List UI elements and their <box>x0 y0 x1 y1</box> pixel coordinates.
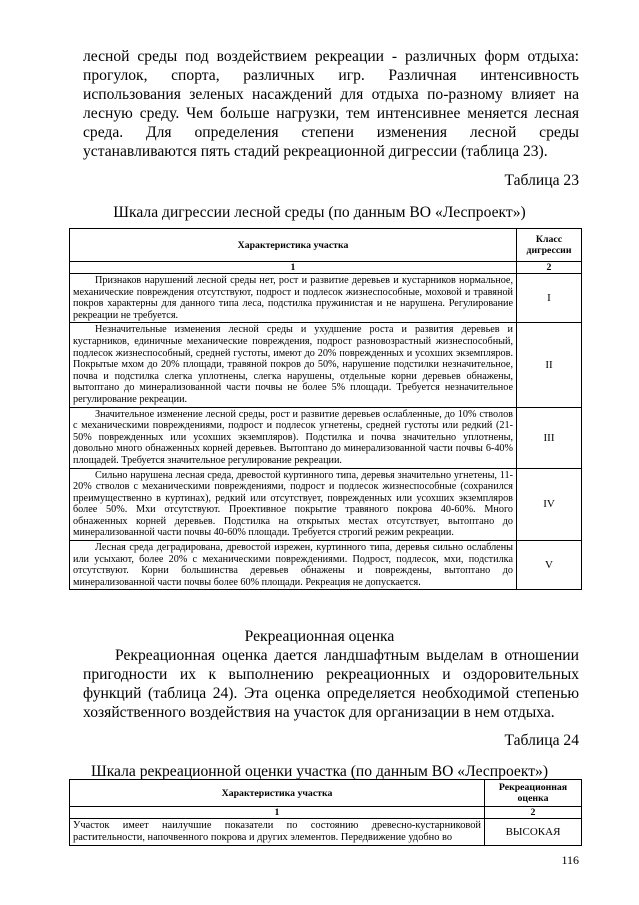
table-row <box>70 819 582 846</box>
column-number-row <box>70 807 582 819</box>
row-description: Лесная среда деградирована, древостой изрежен, куртинного типа, деревья сильно ослаблены или усыхают, более 20% с механическими повреждениями. Подрост, подлесок, мхи, подстилка отсутствуют. Корни большинства деревьев обнажены и повреждены, вытоптано до минерализованной части почвы более 60% площади. Рекреация не допускается. <box>70 541 517 590</box>
table-23 <box>69 228 582 590</box>
table-23-title: Шкала дигрессии лесной среды (по данным ВО «Леспроект») <box>113 204 526 221</box>
row-class: II <box>517 323 582 407</box>
row-description: Участок имеет наилучшие показатели по состоянию древесно-кустарниковой растительности, напочвенного покрова и других элементов. Передвижение удобно во <box>70 819 485 846</box>
section-heading: Рекреационная оценка <box>244 628 395 645</box>
table-header-row <box>70 229 582 262</box>
table-row <box>70 323 582 407</box>
column-header: Характеристика участка <box>70 229 517 262</box>
table-row <box>70 541 582 590</box>
row-class: IV <box>517 468 582 541</box>
row-class: I <box>517 274 582 323</box>
row-class: III <box>517 407 582 468</box>
row-description: Признаков нарушений лесной среды нет, рост и развитие деревьев и кустарников нормальное, механические повреждения отсутствуют, подрост и подлесок жизнеспособные, моховой и травяной покров характерны для данного типа леса, подстилка пружинистая и не нарушена. Регулирование рекреации не требуется. <box>70 274 517 323</box>
table-24-title: Шкала рекреационной оценки участка (по данным ВО «Леспроект») <box>90 763 549 780</box>
section-paragraph: Рекреационная оценка дается ландшафтным выделам в отношении пригодности их к выполнению рекреационных и оздоровительных функций (таблица 24). Эта оценка определяется необходимой степенью хозяйственного воздействия на участок для организации в нем отдыха. <box>83 647 579 721</box>
row-description: Незначительные изменения лесной среды и ухудшение роста и развития деревьев и кустарников, единичные механические повреждения, подрост разновозрастный жизнеспособный, подлесок жизнеспособный, средней густоты, имеют до 20% поврежденных и усохших экземпляров. Покрытые мхом до 20% площади, травяной покров до 50%, нарушение подстилки незначительное, почва и подстилка слегка уплотнены, слегка нарушены, отдельные корни деревьев обнажены, вытоптано до минерализованной части почвы не более 5% площади. Требуется незначительное регулирование рекреации. <box>70 323 517 407</box>
column-header: Рекреационная оценка <box>485 780 582 807</box>
table-24-caption: Таблица 24 <box>504 732 579 749</box>
table-row <box>70 407 582 468</box>
table-row <box>70 468 582 541</box>
row-rating: ВЫСОКАЯ <box>485 819 582 846</box>
column-number: 2 <box>485 807 582 819</box>
table-row <box>70 274 582 323</box>
table-24 <box>69 779 582 846</box>
intro-paragraph: лесной среды под воздействием рекреации - различных форм отдыха: прогулок, спорта, различных игр. Различная интенсивность использования зеленых насаждений для отдыха по-разному влияет на лесную среду. Чем больше нагрузки, тем интенсивнее меняется лесная среда. Для определения степени изменения лесной среды устанавливаются пять стадий рекреационной дигрессии (таблица 23). <box>83 48 579 160</box>
column-number: 1 <box>70 262 517 274</box>
column-number: 2 <box>517 262 582 274</box>
column-header: Класс дигрессии <box>517 229 582 262</box>
row-description: Сильно нарушена лесная среда, древостой куртинного типа, деревья значительно угнетены, 11-20% стволов с механическими повреждениями, подрост и подлесок жизнеспособные (сохранился преимущественно в куртинах), редкий или отсутствует, поврежденных или усохших экземпляров более 50%. Мхи отсутствуют. Проективное покрытие травяного покрова 40-60%. Много обнаженных корней деревьев. Подстилка на открытых местах отсутствует, вытоптано до минерализованной части почвы 40-60% площади. Требуется строгий режим рекреации. <box>70 468 517 541</box>
table-23-caption: Таблица 23 <box>504 172 579 189</box>
table-header-row <box>70 780 582 807</box>
column-header: Характеристика участка <box>70 780 485 807</box>
column-number-row <box>70 262 582 274</box>
row-description: Значительное изменение лесной среды, рост и развитие деревьев ослабленные, до 10% стволов с механическими повреждениями, подрост и подлесок угнетены, средней густоты или редкий (21-50% поврежденных или усохших экземпляров). Подстилка и почва значительно уплотнены, довольно много обнаженных корней деревьев. Вытоптано до минерализованной части почвы 6-40% площадей. Требуется значительное регулирование рекреации. <box>70 407 517 468</box>
row-class: V <box>517 541 582 590</box>
column-number: 1 <box>70 807 485 819</box>
page-number: 116 <box>561 853 579 867</box>
